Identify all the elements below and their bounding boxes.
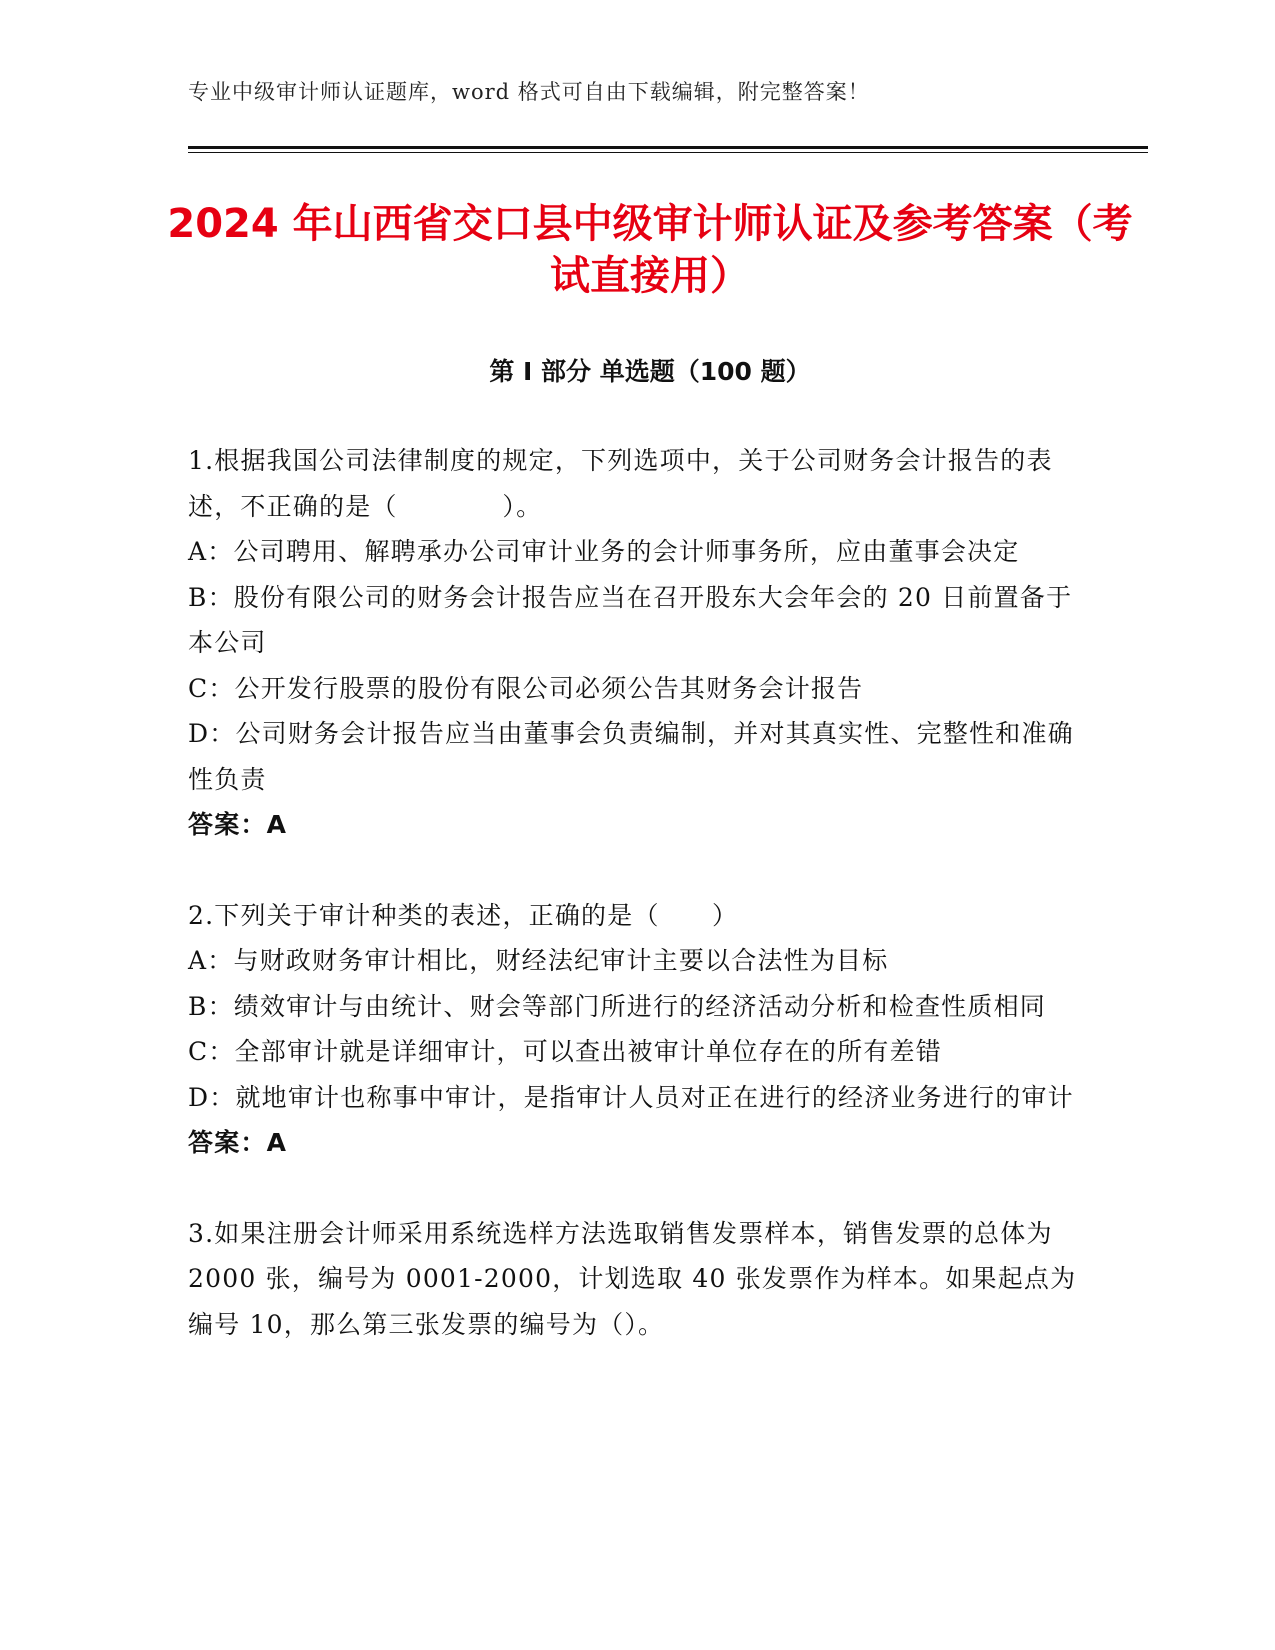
answer-label: 答案：A: [188, 1128, 288, 1157]
question-item-1: [188, 438, 1078, 848]
header-rule: [188, 146, 1148, 149]
option-d: D：公司财务会计报告应当由董事会负责编制，并对其真实性、完整性和准确性负责: [188, 719, 1074, 794]
option-c: C：全部审计就是详细审计，可以查出被审计单位存在的所有差错: [188, 1037, 942, 1066]
question-stem: 3.如果注册会计师采用系统选样方法选取销售发票样本，销售发票的总体为 2000 张，编号为 0001-2000，计划选取 40 张发票作为样本。如果起点为编号 10，那么第三张发票的编号为（）。: [188, 1218, 1077, 1339]
question-stem: 1.根据我国公司法律制度的规定，下列选项中，关于公司财务会计报告的表述，不正确的是（ ）。: [188, 446, 1053, 521]
document-title: 2024 年山西省交口县中级审计师认证及参考答案（考试直接用）: [167, 201, 1133, 299]
option-a: A：公司聘用、解聘承办公司审计业务的会计师事务所，应由董事会决定: [188, 537, 1020, 566]
option-b: B：绩效审计与由统计、财会等部门所进行的经济活动分析和检查性质相同: [188, 991, 1046, 1021]
option-a: A：与财政财务审计相比，财经法纪审计主要以合法性为目标: [188, 946, 889, 975]
answer-label: 答案：A: [188, 810, 288, 839]
question-list: [188, 438, 1078, 1392]
question-item-3: [188, 1211, 1078, 1348]
option-c: C：公开发行股票的股份有限公司必须公告其财务会计报告: [188, 673, 864, 703]
header-rule-thin: [188, 152, 1148, 153]
header-note: 专业中级审计师认证题库，word 格式可自由下载编辑，附完整答案！: [188, 80, 870, 104]
question-stem: 2.下列关于审计种类的表述，正确的是（ ）: [188, 900, 739, 930]
section-title: 第 I 部分 单选题（100 题）: [489, 357, 811, 386]
option-d: D：就地审计也称事中审计，是指审计人员对正在进行的经济业务进行的审计: [188, 1082, 1074, 1112]
option-b: B：股份有限公司的财务会计报告应当在召开股东大会年会的 20 日前置备于本公司: [188, 582, 1073, 657]
question-item-2: [188, 893, 1078, 1166]
